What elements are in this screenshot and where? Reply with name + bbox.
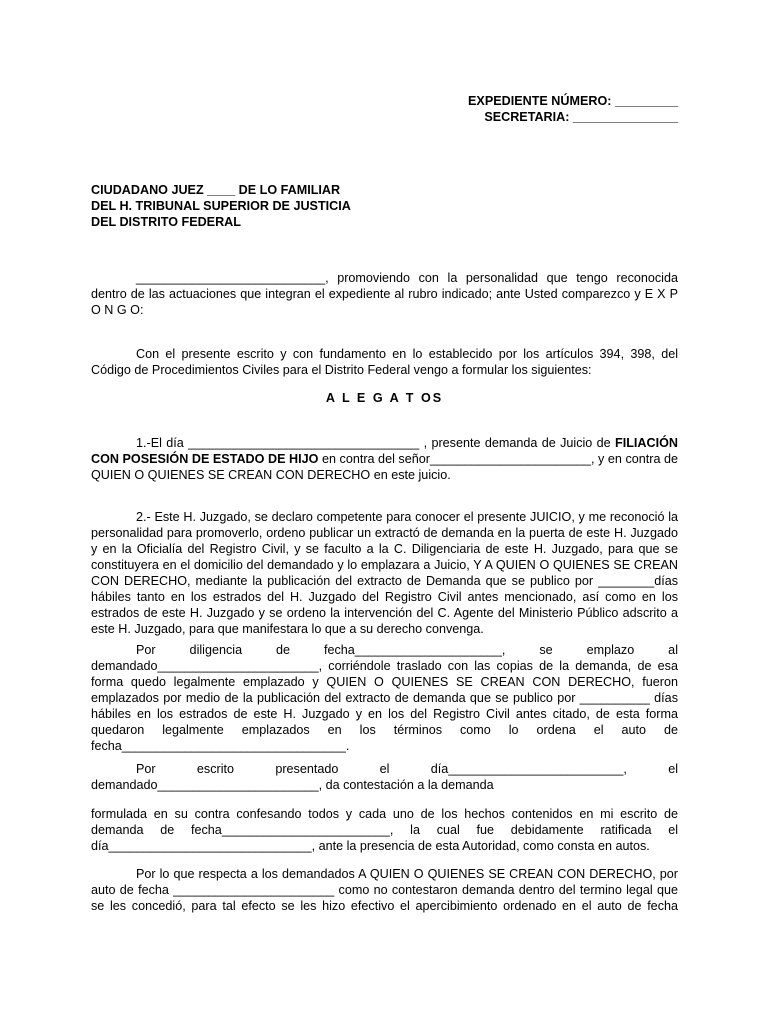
addressee-line-2: DEL H. TRIBUNAL SUPERIOR DE JUSTICIA <box>91 199 351 213</box>
paragraph-4: Por escrito presentado el día_________________________, el demandado_______________________, da contestación a la demanda <box>91 762 678 792</box>
paragraph-5: formulada en su contra confesando todos y cada uno de los hechos contenidos en mi escrito de demanda de fecha________________________, la cual fue debidamente ratificada el día_____________________________, ante la presencia de esta Autoridad, como consta en autos. <box>91 807 678 853</box>
paragraph-1-bold: FILIACIÓN CON POSESIÓN DE ESTADO DE HIJO <box>91 436 678 466</box>
paragraph-3: Por diligencia de fecha_____________________, se emplazo al demandado_______________________, corriéndole traslado con las copias de la demanda, de esa forma quedo legalmente emplazado y QUIEN O QUIENES SE CREAN CON DERECHO, fueron emplazados por medio de la publicación del extracto de demanda que se publico por __________ días hábiles en los estrados de este H. Juzgado y en los del Registro Civil antes citado, de esta forma quedaron legalmente emplazados en los términos como lo ordena el auto de fecha________________________________. <box>91 643 678 753</box>
alegatos-title: A L E G A T OS <box>325 391 444 405</box>
paragraph-6: Por lo que respecta a los demandados A QUIEN O QUIENES SE CREAN CON DERECHO, por auto de fecha _______________________ como no contestaron demanda dentro del termino legal que se les concedió, para tal efecto se les hizo efectivo el apercibimiento ordenado en el auto de fecha <box>91 867 678 913</box>
paragraph-2: 2.- Este H. Juzgado, se declaro competente para conocer el presente JUICIO, y me reconoció la personalidad para promoverlo, ordeno publicar un extractó de demanda en la puerta de este H. Juzgado y en la Oficialía del Registro Civil, y se faculto a la C. Diligenciaria de este H. Juzgado, para que se constituyera en el domicilio del demandado y lo emplazara a Juicio, Y A QUIEN O QUIENES SE CREAN CON DERECHO, mediante la publicación del extracto de Demanda que se publico por ________días hábiles tanto en los estrados del H. Juzgado del Registro Civil antes mencionado, así como en los estrados de este H. Juzgado y se ordeno la intervención del C. Agente del Ministerio Público adscrito a este H. Juzgado, para que manifestara lo que a su derecho convenga. <box>91 510 678 636</box>
fundamento-paragraph: Con el presente escrito y con fundamento en lo establecido por los artículos 394, 398, del Código de Procedimientos Civiles para el Distrito Federal vengo a formular los siguientes: <box>91 347 678 377</box>
addressee-block <box>91 182 351 230</box>
case-header <box>300 93 678 125</box>
paragraph-1-text-a: 1.-El día _________________________________ , presente demanda de Juicio de <box>136 436 616 450</box>
addressee-line-1: CIUDADANO JUEZ ____ DE LO FAMILIAR <box>91 183 341 197</box>
intro-paragraph: ___________________________, promoviendo con la personalidad que tengo reconocida dentro de las actuaciones que integran el expediente al rubro indicado; ante Usted comparezco y E X P O N G O: <box>91 271 678 317</box>
expediente-line: EXPEDIENTE NÚMERO: _________ <box>468 94 678 108</box>
paragraph-1-text-b: en contra del señor_______________________, y en contra de QUIEN O QUIENES SE CREAN CON DERECHO en este juicio. <box>91 452 678 482</box>
addressee-line-3: DEL DISTRITO FEDERAL <box>91 215 241 229</box>
secretaria-line: SECRETARIA: _______________ <box>484 110 678 124</box>
paragraph-1 <box>91 435 678 483</box>
